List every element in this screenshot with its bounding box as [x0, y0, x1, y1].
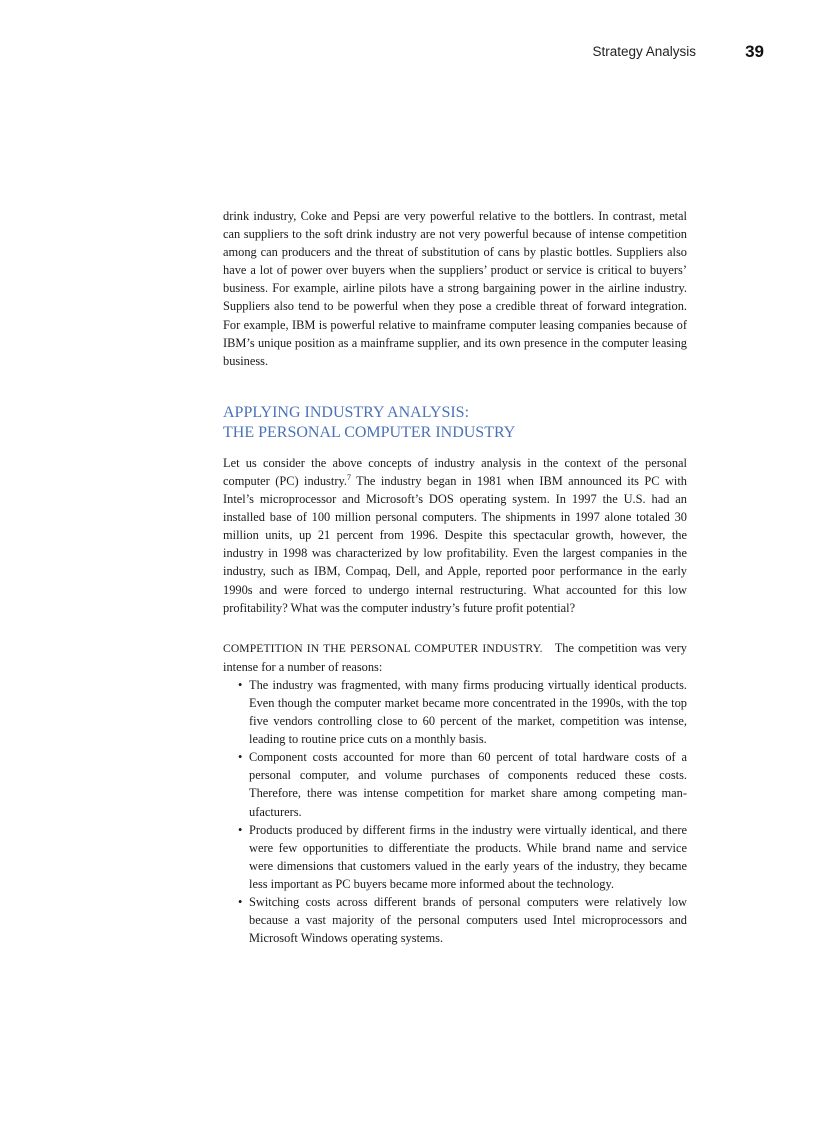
page-number: 39: [745, 42, 764, 61]
list-item-text: Switching costs across different brands of personal computers were relatively low because a vast majority of the personal computers used Intel microprocessors and Microsoft Windows operating systems.: [249, 895, 687, 946]
list-item-text: Component costs accounted for more than 60 percent of total hardware costs of a personal computer, and volume purchases of components reduced these costs. Therefore, there was intense competition for market share among competing manufacturers.: [249, 750, 687, 819]
list-item: [223, 748, 687, 820]
section-heading-line-1: APPLYING INDUSTRY ANALYSIS:: [223, 403, 470, 421]
list-item: [223, 821, 687, 893]
list-item-text: The industry was fragmented, with many firms producing virtually identical products. Even though the computer market became more concentrated in the 1990s, with the top five vendors controlling close to 60 percent of the market, competition was intense, leading to routine price cuts on a monthly basis.: [249, 677, 687, 747]
section-paragraph: [223, 454, 687, 617]
list-item: [223, 893, 687, 947]
bullet-icon: •: [238, 677, 243, 692]
subsection-paragraph: [223, 639, 687, 676]
intro-paragraph: drink industry, Coke and Pepsi are very powerful relative to the bottlers. In contrast, metal can suppliers to the soft drink industry are not very powerful because of intense competition among can producers and the threat of substitution of cans by plastic bottles. Suppliers also have a lot of power over buyers when the suppliers’ product or service is critical to buyers’ business. For example, airline pilots have a strong bargaining power in the airline industry. Suppliers also tend to be powerful when they pose a credible threat of forward integration. For example, IBM is powerful relative to mainframe computer leasing companies because of IBM’s unique position as a mainframe supplier, and its own presence in the computer leasing business.: [223, 209, 687, 368]
bullet-icon: •: [238, 895, 243, 909]
list-item: [223, 676, 687, 748]
subsection-heading: COMPETITION IN THE PERSONAL COMPUTER INDUSTRY.: [223, 641, 543, 655]
page-body: [223, 207, 687, 947]
running-header: [560, 42, 764, 62]
section-heading-line-2: THE PERSONAL COMPUTER INDUSTRY: [223, 423, 516, 441]
bullet-icon: •: [238, 822, 243, 837]
bullet-icon: •: [238, 750, 243, 765]
list-item-text: Products produced by different firms in the industry were virtually identical, and there were few opportunities to differentiate the products. While brand name and service were dimensions that customers valued in the early years of the industry, they became less important as PC buyers became more informed about the technology.: [249, 822, 687, 891]
section-paragraph-text: Let us consider the above concepts of industry analysis in the context of the personal computer (PC) industry.: [223, 455, 687, 488]
section-paragraph-text-continued: The industry began in 1981 when IBM announced its PC with Intel’s microprocessor and Microsoft’s DOS operating system. In 1997 the U.S. had an installed base of 100 million personal computers. The shipments in 1997 alone totaled 30 million units, up 21 percent from 1996. Despite this spectacular growth, however, the industry in 1998 was characterized by low profitability. Even the largest companies in the industry, such as IBM, Compaq, Dell, and Apple, reported poor performance in the early 1990s and were forced to undergo internal restructuring. What accounted for this low profitability? What was the computer industry’s future profit potential?: [223, 473, 687, 615]
footnote-reference: 7: [346, 472, 351, 482]
subsection-text: The competition was very intense for a number of reasons:: [223, 640, 687, 674]
reasons-list: [223, 676, 687, 947]
section-heading: [223, 403, 687, 443]
running-title: Strategy Analysis: [592, 44, 696, 59]
